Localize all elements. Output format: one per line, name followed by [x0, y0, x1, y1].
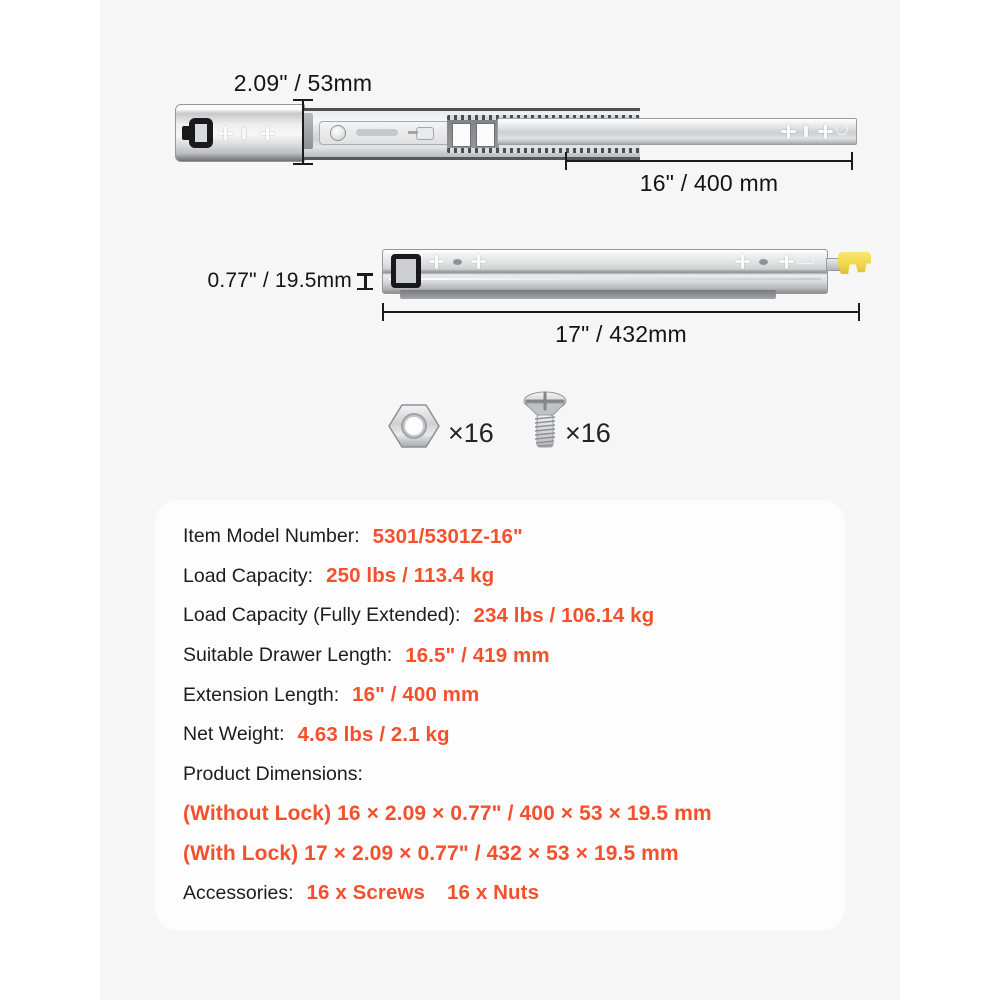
closed-slide-height-dimension-label: 0.77" / 19.5mm: [207, 269, 352, 292]
screw-hole-oval: [453, 259, 462, 265]
screw-hole-cross: [781, 124, 796, 139]
inner-mechanism-panel: [319, 121, 457, 145]
ball-bearing-retainer: [447, 116, 499, 152]
extension-dimension-label: 16" / 400 mm: [639, 170, 779, 196]
latch-window: [797, 253, 814, 264]
screw-hole-cross: [471, 254, 486, 269]
ball-bearing-strip: [447, 148, 640, 153]
spec-row-drawer-length: Suitable Drawer Length: 16.5" / 419 mm: [183, 643, 550, 667]
spec-row-model: Item Model Number: 5301/5301Z-16": [183, 524, 523, 548]
spec-row-dimensions-with-lock: (With Lock) 17 × 2.09 × 0.77" / 432 × 53 × 19.5 mm: [183, 841, 679, 865]
rear-clip: [391, 254, 421, 288]
spec-row-product-dimensions: Product Dimensions:: [183, 762, 363, 785]
spec-row-extension-length: Extension Length: 16" / 400 mm: [183, 683, 480, 707]
spec-row-accessories: Accessories: 16 x Screws 16 x Nuts: [183, 881, 540, 905]
screw-hole-cross: [818, 124, 833, 139]
screw-hole-slot: [804, 125, 808, 138]
screw-hole-cross: [429, 254, 444, 269]
screw-hole-cross: [779, 254, 794, 269]
mounting-hook: [182, 117, 212, 149]
extended-slide-height-dimension-label: 2.09" / 53mm: [233, 70, 373, 96]
screw-hole-cross: [260, 126, 275, 141]
spec-row-load-capacity: Load Capacity: 250 lbs / 113.4 kg: [183, 564, 495, 588]
nut-quantity: ×16: [448, 418, 494, 448]
screw-quantity: ×16: [565, 418, 611, 448]
screw-hole-cross: [218, 126, 233, 141]
round-hole: [836, 123, 848, 135]
height-dimension-marker: [357, 273, 373, 290]
extended-slide-inner-rail: [497, 118, 857, 145]
hex-nut-icon: [388, 402, 440, 450]
extension-dimension-line: [565, 160, 853, 162]
screw-hole-oval: [759, 259, 768, 265]
screw-hole-cross: [735, 254, 750, 269]
closed-slide-mounting-bar: [400, 290, 776, 299]
spec-rows: [183, 517, 825, 913]
extended-slide-outer-rail: [175, 104, 305, 162]
spec-row-net-weight: Net Weight: 4.63 lbs / 2.1 kg: [183, 722, 450, 746]
closed-slide-body: [382, 249, 828, 294]
spec-row-dimensions-without-lock: (Without Lock) 16 × 2.09 × 0.77" / 400 × 53 × 19.5 mm: [183, 801, 712, 825]
height-dimension-line: [302, 101, 304, 163]
spec-row-load-capacity-extended: Load Capacity (Fully Extended): 234 lbs / 106.14 kg: [183, 603, 655, 627]
length-dimension-label: 17" / 432mm: [555, 321, 687, 347]
screw-hole-slot: [242, 127, 246, 140]
spec-card: [155, 500, 845, 930]
length-dimension-line: [382, 311, 860, 313]
flat-head-screw-icon: [522, 391, 568, 453]
